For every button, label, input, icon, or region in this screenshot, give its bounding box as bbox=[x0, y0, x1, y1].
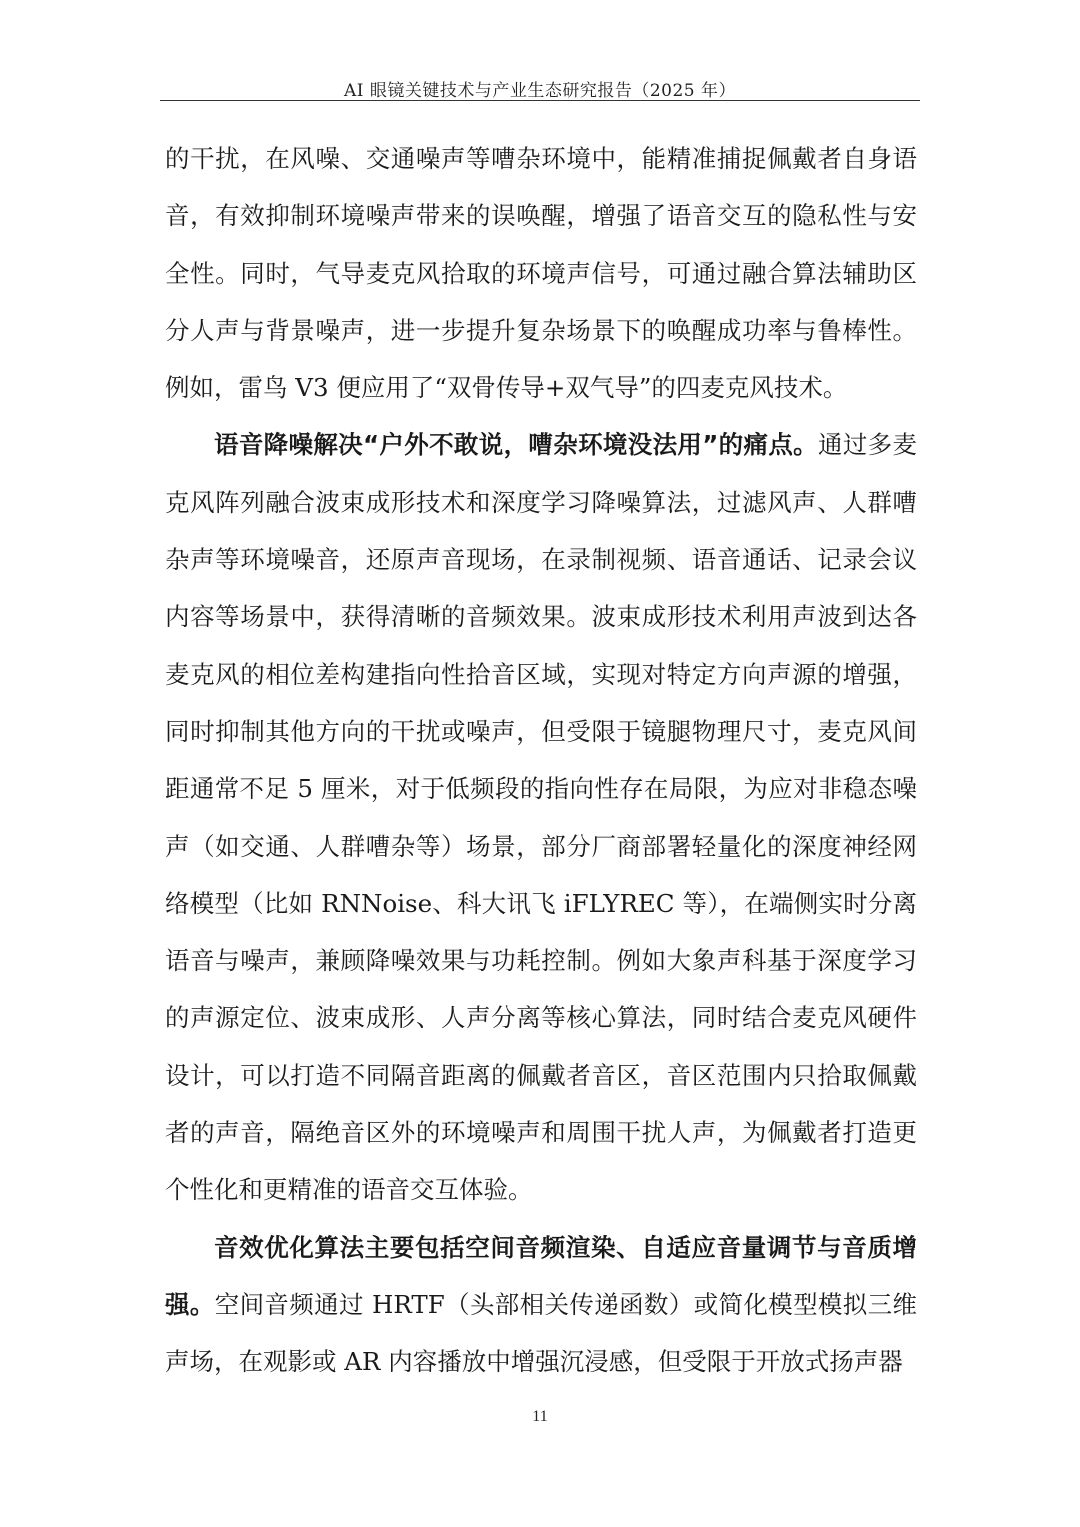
paragraph-lead: 音效优化算法主要包括空间音频渲染、自适应音量调节与音质增强。 bbox=[165, 1232, 917, 1319]
paragraph-continued bbox=[165, 130, 917, 416]
paragraph-audio-optimization bbox=[165, 1219, 917, 1391]
body-text bbox=[165, 130, 917, 1391]
paragraph-text: 的干扰，在风噪、交通噪声等嘈杂环境中，能精准捕捉佩戴者自身语音，有效抑制环境噪声带来的误唤醒，增强了语音交互的隐私性与安全性。同时，气导麦克风拾取的环境声信号，可通过融合算法辅助区分人声与背景噪声，进一步提升复杂场景下的唤醒成功率与鲁棒性。例如，雷鸟 V3 便应用了“双骨传导+双气导”的四麦克风技术。 bbox=[165, 144, 917, 403]
header-divider bbox=[160, 100, 920, 101]
paragraph-text: 通过多麦克风阵列融合波束成形技术和深度学习降噪算法，过滤风声、人群嘈杂声等环境噪音，还原声音现场，在录制视频、语音通话、记录会议内容等场景中，获得清晰的音频效果。波束成形技术利用声波到达各麦克风的相位差构建指向性拾音区域，实现对特定方向声源的增强，同时抑制其他方向的干扰或噪声，但受限于镜腿物理尺寸，麦克风间距通常不足 5 厘米，对于低频段的指向性存在局限，为应对非稳态噪声（如交通、人群嘈杂等）场景，部分厂商部署轻量化的深度神经网络模型（比如 RNNoise、科大讯飞 iFLYREC 等），在端侧实时分离语音与噪声，兼顾降噪效果与功耗控制。例如大象声科基于深度学习的声源定位、波束成形、人声分离等核心算法，同时结合麦克风硬件设计，可以打造不同隔音距离的佩戴者音区，音区范围内只拾取佩戴者的声音，隔绝音区外的环境噪声和周围干扰人声，为佩戴者打造更个性化和更精准的语音交互体验。 bbox=[165, 430, 918, 1205]
page-number: 11 bbox=[532, 1408, 548, 1425]
paragraph-text: 空间音频通过 HRTF（头部相关传递函数）或简化模型模拟三维声场，在观影或 AR 内容播放中增强沉浸感，但受限于开放式扬声器 bbox=[165, 1289, 917, 1377]
running-header: AI 眼镜关键技术与产业生态研究报告（2025 年） bbox=[343, 81, 737, 101]
paragraph-lead: 语音降噪解决“户外不敢说，嘈杂环境没法用”的痛点。 bbox=[214, 430, 819, 460]
paragraph-speech-denoising bbox=[165, 416, 917, 1218]
